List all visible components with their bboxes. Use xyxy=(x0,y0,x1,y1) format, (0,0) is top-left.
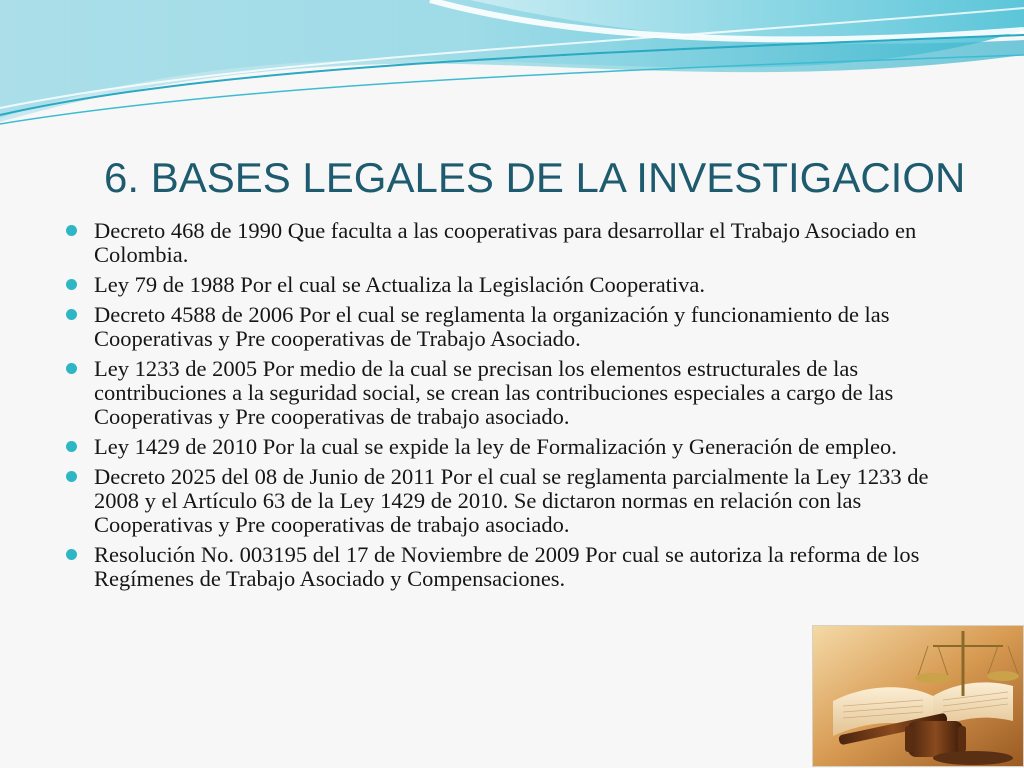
bullet-icon xyxy=(66,363,77,374)
bullet-icon xyxy=(66,279,77,290)
bullet-icon xyxy=(66,549,77,560)
scales-of-justice-gavel-book-icon xyxy=(812,625,1024,767)
bullet-text: Decreto 2025 del 08 de Junio de 2011 Por el cual se reglamenta parcialmente la Ley 1233 de 2008 y el Artículo 63 de la Ley 1429 de 2010. Se dictaron normas en relación con las Cooperativas y Pre cooperativas de trabajo asociado. xyxy=(94,464,929,537)
header-wave-banner xyxy=(0,0,1024,130)
bullet-list xyxy=(66,219,966,597)
bullet-icon xyxy=(66,441,77,452)
bullet-text: Ley 1233 de 2005 Por medio de la cual se precisan los elementos estructurales de las contribuciones a la seguridad social, se crean las contribuciones especiales a cargo de las Cooperativas y Pre cooperativas de trabajo asociado. xyxy=(94,356,894,429)
list-item xyxy=(66,303,966,351)
bullet-icon xyxy=(66,471,77,482)
bullet-icon xyxy=(66,225,77,236)
list-item xyxy=(66,273,966,297)
bullet-text: Ley 1429 de 2010 Por la cual se expide la ley de Formalización y Generación de empleo. xyxy=(94,434,897,459)
slide-title: 6. BASES LEGALES DE LA INVESTIGACION xyxy=(104,154,966,201)
list-item xyxy=(66,219,966,267)
bullet-text: Decreto 4588 de 2006 Por el cual se reglamenta la organización y funcionamiento de las Cooperativas y Pre cooperativas de Trabajo Asociado. xyxy=(94,302,890,351)
bullet-text: Ley 79 de 1988 Por el cual se Actualiza la Legislación Cooperativa. xyxy=(94,272,706,297)
bullet-text: Resolución No. 003195 del 17 de Noviembre de 2009 Por cual se autoriza la reforma de los Regímenes de Trabajo Asociado y Compensaciones. xyxy=(94,542,920,591)
bullet-icon xyxy=(66,309,77,320)
list-item xyxy=(66,543,966,591)
list-item xyxy=(66,465,966,537)
list-item xyxy=(66,357,966,429)
list-item xyxy=(66,435,966,459)
bullet-text: Decreto 468 de 1990 Que faculta a las cooperativas para desarrollar el Trabajo Asociado en Colombia. xyxy=(94,218,917,267)
